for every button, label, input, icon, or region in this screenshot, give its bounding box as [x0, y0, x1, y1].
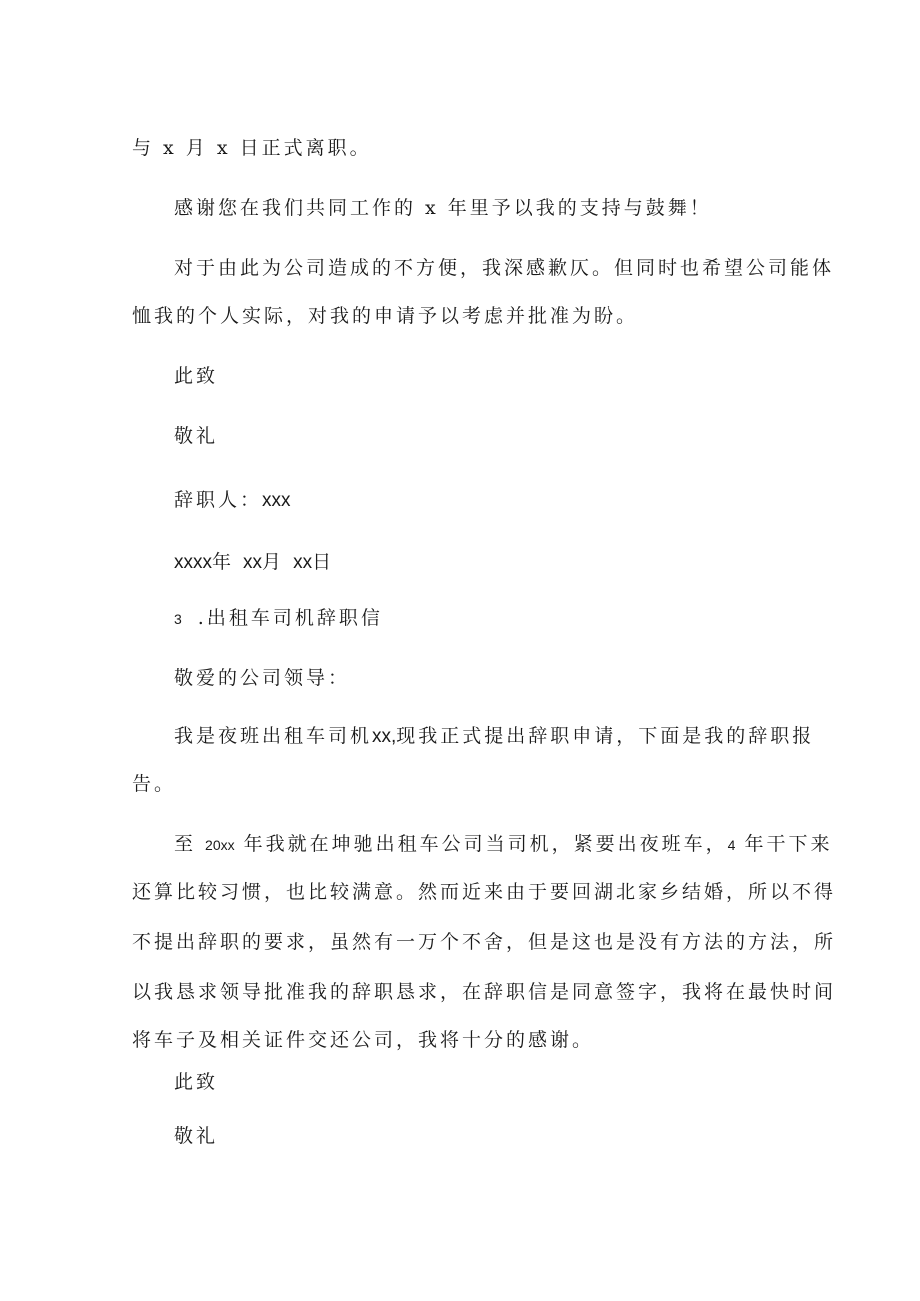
closing-regards: 敬礼: [174, 1125, 219, 1147]
closing-regards: 敬礼: [174, 425, 219, 447]
section-number: 3: [174, 611, 182, 627]
date-month-char: 月: [262, 551, 294, 573]
text-line: 不提出辞职的要求，虽然有一万个不舍，但是这也是没有方法的方法，所: [132, 931, 837, 953]
greeting: 敬爱的公司领导：: [174, 667, 351, 689]
date-day: xx: [293, 552, 313, 573]
section-heading: [174, 606, 383, 631]
text-segment: 至: [174, 833, 206, 855]
text-segment: 年干下来: [735, 833, 833, 855]
text-line: 告。: [132, 773, 177, 795]
text-line: 感谢您在我们共同工作的 x 年里予以我的支持与鼓舞！: [174, 197, 712, 219]
text-line: 以我恳求领导批准我的辞职恳求，在辞职信是同意签字，我将在最快时间: [132, 981, 837, 1003]
signature-name: xxx: [262, 490, 291, 511]
text-segment: 4: [727, 837, 736, 853]
date-day-char: 日: [312, 551, 335, 573]
text-line: 对于由此为公司造成的不方便，我深感歉仄。但同时也希望公司能体: [174, 257, 835, 279]
text-segment: 我是夜班出租车司机: [174, 725, 373, 747]
closing-salutation: 此致: [174, 1071, 219, 1093]
date-year: xxxx: [174, 552, 212, 573]
section-title: .出租车司机辞职信: [197, 607, 383, 629]
signature-line: [174, 488, 291, 513]
text-line: 恤我的个人实际，对我的申请予以考虑并批准为盼。: [132, 305, 639, 327]
text-segment: 现我正式提出辞职申请，下面是我的辞职报: [396, 725, 815, 747]
text-line: [174, 832, 833, 857]
closing-salutation: 此致: [174, 365, 219, 387]
signature-label: 辞职人：: [174, 489, 263, 511]
text-segment: xx,: [372, 726, 397, 747]
date-year-char: 年: [212, 551, 244, 573]
date-month: xx: [243, 552, 263, 573]
text-segment: 20xx: [205, 837, 235, 853]
text-line: 与 x 月 x 日正式离职。: [132, 137, 372, 159]
text-line: 将车子及相关证件交还公司，我将十分的感谢。: [132, 1029, 595, 1051]
text-segment: 年我就在坤驰出租车公司当司机，紧要出夜班车，: [234, 833, 728, 855]
date-line: [174, 550, 334, 575]
text-line: 还算比较习惯，也比较满意。然而近来由于要回湖北家乡结婚，所以不得: [132, 881, 837, 903]
text-line: [174, 724, 814, 749]
